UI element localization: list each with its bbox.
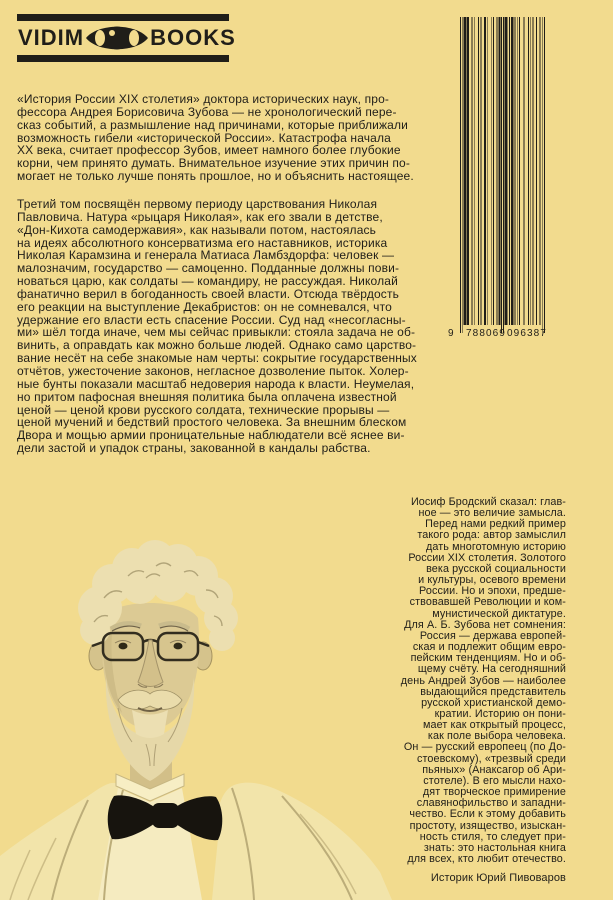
text-line: Двора и мощью армии проницательные наблюдатели всё яснее ви- bbox=[17, 428, 405, 443]
text-line: корни, чем принято думать. Внимательное изучение этих причин по- bbox=[17, 156, 411, 171]
text-line: но притом пафосная внешняя политика была оплачена известной bbox=[17, 389, 397, 404]
text-line: дели застой и упадок страны, закованной в кандалы рабства. bbox=[17, 441, 371, 456]
text-line: русской христианской демо- bbox=[421, 696, 566, 709]
text-line: ные бунты показали масштаб недоверия народа к власти. Неумелая, bbox=[17, 376, 415, 391]
text-line: ность стиля, то следует при- bbox=[419, 830, 566, 843]
text-line: как поле выбора человека. bbox=[427, 730, 566, 743]
text-line: возможность гибели «исторической России». Катастрофа начала bbox=[17, 130, 391, 145]
text-line: России. Но и эпохи, предше- bbox=[419, 585, 566, 598]
text-line: могает не только лучше понять прошлое, но и объяснить настоящее. bbox=[17, 169, 414, 184]
review-text bbox=[401, 497, 566, 865]
text-line: Россия — держава европей- bbox=[419, 629, 566, 642]
barcode-digit-group1: 788069 bbox=[466, 328, 506, 339]
publisher-logo bbox=[17, 14, 236, 62]
text-line: Иосиф Бродский сказал: глав- bbox=[410, 496, 566, 508]
logo-text-vidim: VIDIM bbox=[18, 25, 85, 50]
barcode-digit-group2: 096387 bbox=[507, 328, 547, 339]
text-line: простоту, изящество, изыскан- bbox=[409, 819, 566, 832]
barcode bbox=[448, 17, 547, 341]
text-line: ценой — ценой крови русского солдата, технические прорывы — bbox=[17, 402, 390, 417]
text-line: XX века, считает профессор Зубов, имеет намного более глубокие bbox=[17, 143, 401, 158]
text-line: «Дон-Кихота самодержавия», как называли потом, настоялась bbox=[17, 222, 377, 237]
text-line: знать: это настольная книга bbox=[423, 841, 566, 854]
author-portrait-photo bbox=[0, 538, 420, 900]
text-line: дать многотомную историю bbox=[426, 540, 566, 553]
text-line: пейским тенденциям. Но и об- bbox=[410, 652, 566, 665]
text-line: Он — русский европеец (по До- bbox=[403, 741, 566, 754]
text-line: его реакции на выступление Декабристов: он не сомневался, что bbox=[17, 299, 392, 314]
logo-text-books: BOOKS bbox=[150, 25, 236, 50]
text-line: дят творческое примирение bbox=[422, 786, 566, 799]
review-quote bbox=[401, 497, 566, 884]
text-line: сказ событий, а размышление над причинами, которые приближали bbox=[17, 117, 408, 132]
text-line: отчётов, ужесточение законов, негласное дозволение пыток. Холер- bbox=[17, 363, 409, 378]
annotation-paragraph-2 bbox=[17, 198, 417, 455]
text-line: славянофильство и западни- bbox=[416, 797, 566, 810]
text-line: Николая Карамзина и генерала Матиаса Ламбздорфа: человек — bbox=[17, 248, 395, 263]
eye-icon bbox=[84, 21, 150, 55]
text-line: Для А. Б. Зубова нет сомнения: bbox=[404, 618, 566, 631]
text-line: «История России XIX столетия» доктора исторических наук, про- bbox=[17, 92, 390, 106]
text-line: стотеле). В его мысли нахо- bbox=[423, 774, 566, 787]
text-line: малозначим, государство — самоценно. Подданные должны пови- bbox=[17, 261, 400, 276]
logo-top-bar bbox=[17, 14, 229, 21]
text-line: стоевскому), «трезвый среди bbox=[416, 752, 566, 765]
logo-bottom-bar bbox=[17, 55, 229, 62]
text-line: фанатично верил в богоданность своей власти. Отсюда твёрдость bbox=[17, 286, 399, 301]
text-line: России XIX столетия. Золотого bbox=[408, 551, 566, 564]
text-line: день Андрей Зубов — наиболее bbox=[400, 674, 566, 687]
text-line: века русской социальности bbox=[426, 562, 566, 575]
text-line: удержание его власти есть спасение России. Суд над «несогласны- bbox=[17, 312, 406, 327]
text-line: чество. Если к этому добавить bbox=[409, 808, 566, 821]
text-line: мунистической диктатуре. bbox=[432, 607, 566, 620]
text-line: фессора Андрея Борисовича Зубова — не хронологический пере- bbox=[17, 104, 397, 119]
review-signature: Историк Юрий Пивоваров bbox=[430, 872, 566, 885]
logo-row bbox=[17, 21, 236, 55]
text-line: винить, а оправдать как можно больше людей. Однако само царство- bbox=[17, 338, 417, 353]
text-line: вание несёт на себе знакомые нам черты: сокрытие государственных bbox=[17, 351, 417, 366]
text-line: кратии. Историю он пони- bbox=[434, 707, 566, 720]
text-line: Третий том посвящён первому периоду царствования Николая bbox=[17, 197, 378, 211]
text-line: ствовавшей Революции и ком- bbox=[409, 596, 566, 609]
barcode-digit-prefix: 9 bbox=[448, 328, 454, 339]
barcode-bars bbox=[460, 17, 545, 333]
text-line: ская и подлежит общим евро- bbox=[412, 641, 566, 654]
barcode-digits bbox=[448, 328, 547, 341]
text-line: новаться царю, как солдаты — командиру, не рассуждая. Николай bbox=[17, 274, 398, 289]
text-line: ное — это величие замысла. bbox=[418, 507, 566, 520]
text-line: выдающийся представитель bbox=[420, 685, 566, 698]
text-line: для всех, кто любит отечество. bbox=[407, 853, 566, 865]
text-line: Перед нами редкий пример bbox=[425, 518, 566, 531]
text-line: ценой мучений и бедствий простого человека. За внешним блеском bbox=[17, 415, 407, 430]
text-line: Павловича. Натура «рыцаря Николая», как его звали в детстве, bbox=[17, 209, 383, 224]
text-line: ми» шёл тогда иначе, чем мы сейчас привыкли: стояла задача не об- bbox=[17, 325, 416, 340]
text-line: мает как открытый процесс, bbox=[423, 719, 566, 732]
text-line: пьяных» (Анаксагор об Ари- bbox=[422, 763, 566, 776]
annotation-paragraph-1 bbox=[17, 93, 414, 183]
portrait-illustration bbox=[0, 538, 420, 900]
text-line: и культуры, осевого времени bbox=[418, 574, 566, 587]
text-line: щему счёту. На сегодняшний bbox=[417, 663, 566, 676]
text-line: такого рода: автор замыслил bbox=[417, 529, 566, 542]
text-line: на идеях абсолютного консерватизма его наставников, историка bbox=[17, 235, 388, 250]
